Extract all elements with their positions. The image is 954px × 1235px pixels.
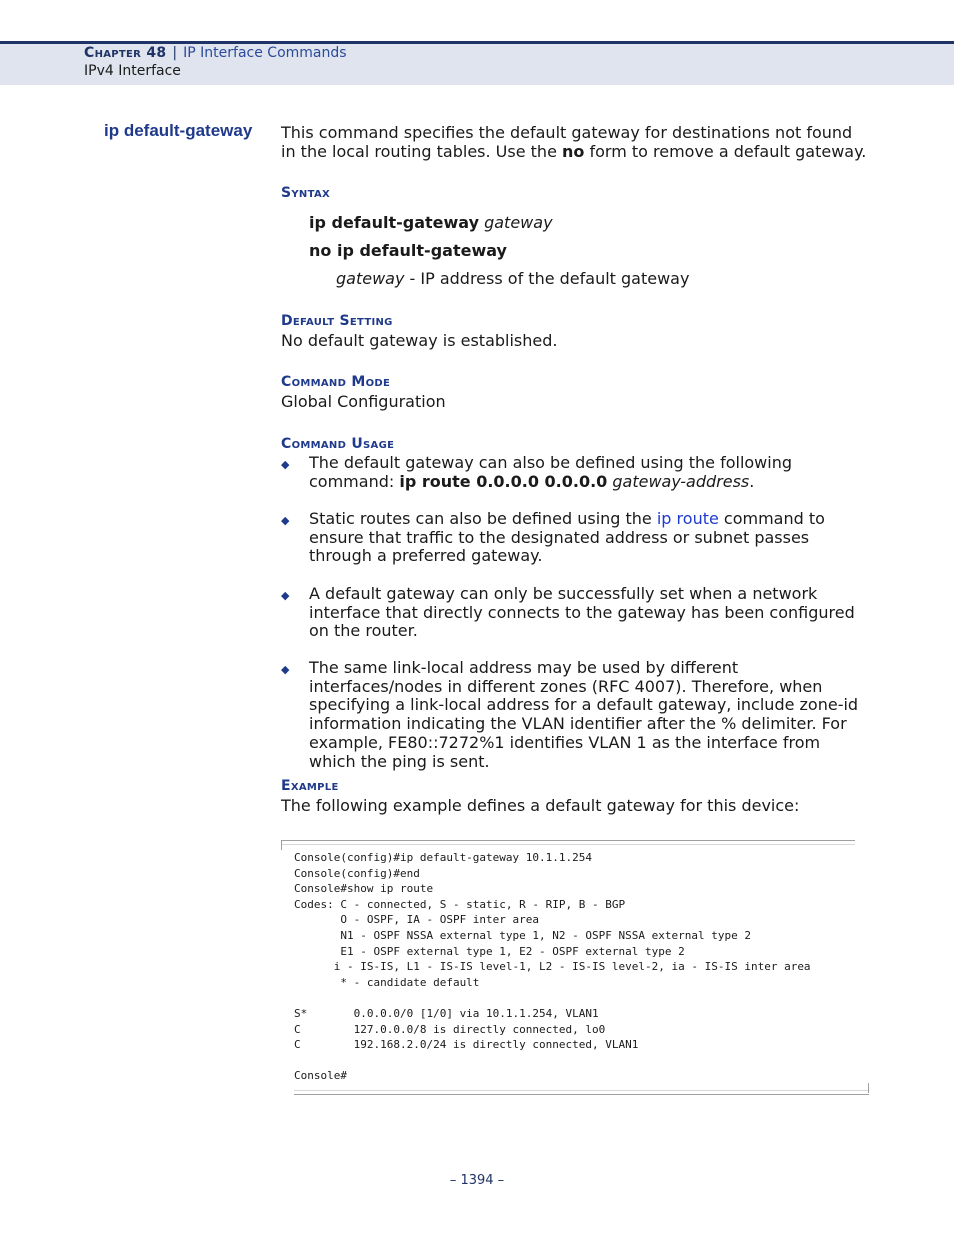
default-setting-text: No default gateway is established. bbox=[281, 331, 558, 350]
syntax-parameter bbox=[336, 269, 689, 288]
command-mode-text: Global Configuration bbox=[281, 392, 446, 411]
usage-item-1-argument: gateway-address bbox=[612, 471, 750, 491]
usage-item-3: A default gateway can only be successfully set when a network interface that directly connects to the gateway has been configured on the router. bbox=[309, 584, 855, 641]
syntax-argument: gateway bbox=[484, 213, 553, 232]
chapter-title: IP Interface Commands bbox=[183, 45, 347, 61]
code-box-top-border bbox=[281, 840, 855, 845]
usage-item-1 bbox=[309, 454, 871, 491]
example-text: The following example defines a default gateway for this device: bbox=[281, 796, 800, 815]
usage-item-2 bbox=[309, 510, 871, 566]
usage-item-2-text-1: Static routes can also be defined using the bbox=[309, 509, 657, 528]
command-mode-heading: Command Mode bbox=[281, 374, 391, 390]
command-usage-heading: Command Usage bbox=[281, 436, 395, 452]
bullet-diamond-icon: ◆ bbox=[281, 589, 290, 602]
parameter-description: - IP address of the default gateway bbox=[404, 269, 690, 288]
example-heading: Example bbox=[281, 778, 339, 794]
command-title: ip default-gateway bbox=[104, 121, 253, 140]
bullet-diamond-icon: ◆ bbox=[281, 458, 290, 471]
header-separator: | bbox=[172, 45, 178, 61]
chapter-number: Chapter 48 bbox=[84, 45, 167, 61]
chapter-header bbox=[84, 45, 347, 61]
desc-text-1: This command specifies the default gateway for destinations not found in the local routing tables. Use the bbox=[281, 123, 853, 161]
code-example-box bbox=[281, 840, 869, 1096]
ip-route-link[interactable]: ip route bbox=[656, 509, 719, 528]
default-setting-heading: Default Setting bbox=[281, 313, 393, 329]
syntax-command: ip default-gateway bbox=[309, 213, 479, 232]
syntax-no-command: no ip default-gateway bbox=[309, 241, 507, 260]
section-name: IPv4 Interface bbox=[84, 63, 181, 79]
bullet-diamond-icon: ◆ bbox=[281, 514, 290, 527]
command-description bbox=[281, 123, 871, 161]
usage-item-1-period: . bbox=[749, 471, 755, 491]
usage-item-2-text-2: command to ensure that traffic to the designated address or subnet passes through a preferred gateway. bbox=[309, 509, 825, 566]
bullet-diamond-icon: ◆ bbox=[281, 663, 290, 676]
usage-item-1-command: ip route 0.0.0.0 0.0.0.0 bbox=[399, 471, 608, 491]
syntax-heading: Syntax bbox=[281, 185, 330, 201]
code-box-bottom-border bbox=[294, 1090, 869, 1095]
desc-text-2: form to remove a default gateway. bbox=[584, 142, 867, 161]
syntax-line-1 bbox=[309, 213, 553, 232]
code-box-right-mark bbox=[865, 1083, 869, 1093]
desc-no-keyword: no bbox=[562, 142, 585, 161]
code-example: Console(config)#ip default-gateway 10.1.1.254 Console(config)#end Console#show ip route Codes: C - connected, S - static, R - RIP, B - BGP O - OSPF, IA - OSPF inter area N1 - OSPF NSSA external type 1, N2 - OSPF NSSA external type 2 E1 - OSPF external type 1, E2 - OSPF external type 2 i - IS-IS, L1 - IS-IS level-1, L2 - IS-IS level-2, ia - IS-IS inter area * - candidate default S* 0.0.0.0/0 [1/0] via 10.1.1.254, VLAN1 C 127.0.0.0/8 is directly connected, lo0 C 192.168.2.0/24 is directly connected, VLAN1 Console# bbox=[294, 851, 811, 1083]
parameter-name: gateway bbox=[336, 269, 405, 288]
usage-item-1-text: The default gateway can also be defined using the following command: bbox=[309, 453, 793, 491]
syntax-line-2 bbox=[309, 241, 507, 260]
page-number: – 1394 – bbox=[449, 1173, 505, 1188]
code-box-left-mark bbox=[281, 840, 285, 850]
usage-item-4: The same link-local address may be used by different interfaces/nodes in different zones (RFC 4007). Therefore, when specifying a link-local address for a default gateway, include zone-id information indicating the VLAN identifier after the % delimiter. For example, FE80::7272%1 identifies VLAN 1 as the interface from which the ping is sent. bbox=[309, 658, 859, 771]
